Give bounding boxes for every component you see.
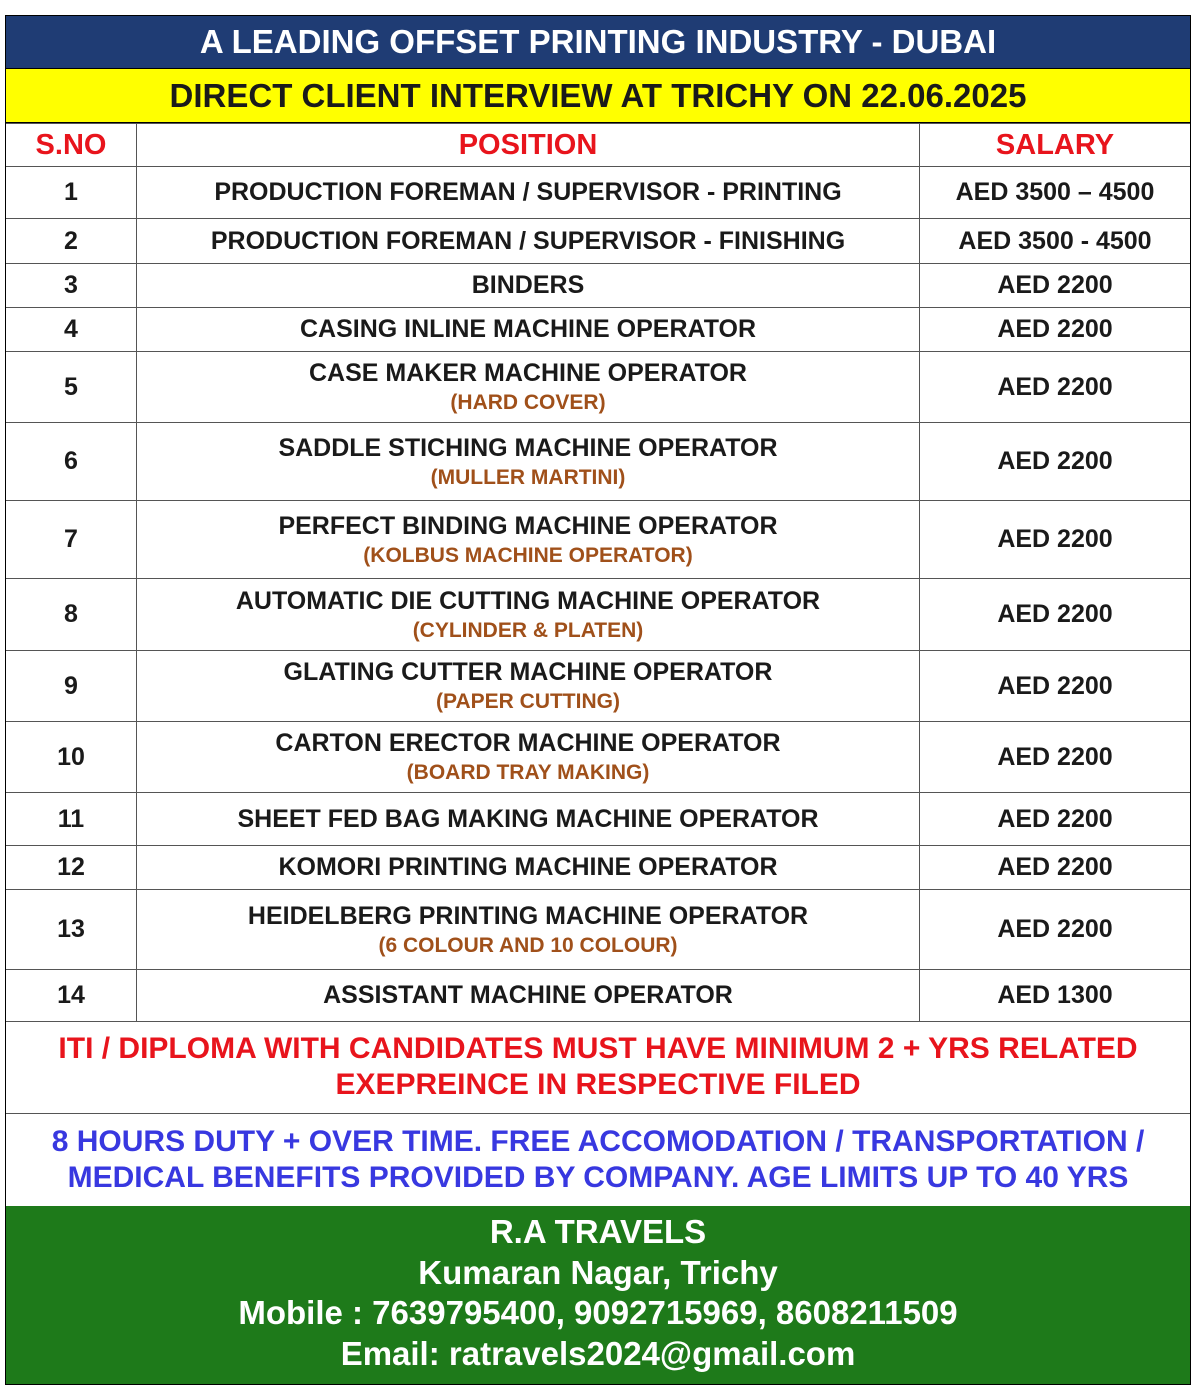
row-salary: AED 3500 - 4500 [920,219,1191,264]
row-position [137,219,920,264]
position-title: BINDERS [471,271,585,299]
row-salary: AED 2200 [920,308,1191,352]
table-row [6,423,1190,501]
row-salary: AED 2200 [920,890,1191,970]
row-salary: AED 2200 [920,651,1191,722]
column-header-position: POSITION [137,124,920,167]
position-detail: (MULLER MARTINI) [430,465,626,489]
table-row [6,846,1190,890]
row-salary: AED 2200 [920,846,1191,890]
position-detail: (CYLINDER & PLATEN) [412,618,644,642]
position-title: PERFECT BINDING MACHINE OPERATOR [278,511,778,540]
row-sno: 11 [6,793,137,846]
page-title: A LEADING OFFSET PRINTING INDUSTRY - DUBAI [199,23,997,60]
position-detail: (HARD COVER) [450,391,606,414]
row-salary: AED 2200 [920,722,1191,793]
job-poster [5,15,1191,1385]
table-row [6,651,1190,722]
table-row [6,970,1190,1022]
row-position [137,890,920,970]
row-salary: AED 2200 [920,579,1191,651]
benefits-line: 8 HOURS DUTY + OVER TIME. FREE ACCOMODATION / TRANSPORTATION / [51,1125,1145,1158]
row-sno: 4 [6,308,137,352]
column-header-salary: SALARY [920,124,1191,167]
table-row [6,308,1190,352]
table-row [6,722,1190,793]
row-position [137,579,920,651]
row-sno: 5 [6,352,137,423]
column-header-sno: S.NO [6,124,137,167]
row-sno: 2 [6,219,137,264]
row-position [137,352,920,423]
row-position [137,651,920,722]
benefits-note [6,1114,1190,1206]
row-salary: AED 1300 [920,970,1191,1022]
email-address: Email: ratravels2024@gmail.com [340,1334,856,1372]
position-title: CASING INLINE MACHINE OPERATOR [299,315,757,343]
contact-block [6,1206,1190,1384]
position-title: KOMORI PRINTING MACHINE OPERATOR [278,853,778,881]
company-address: Kumaran Nagar, Trichy [418,1253,778,1291]
table-row [6,501,1190,579]
row-position [137,167,920,219]
position-title: GLATING CUTTER MACHINE OPERATOR [283,658,773,686]
row-position [137,970,920,1022]
row-salary: AED 2200 [920,501,1191,579]
requirement-line: ITI / DIPLOMA WITH CANDIDATES MUST HAVE MINIMUM 2 + YRS RELATED [58,1032,1138,1065]
positions-table [6,123,1190,1022]
row-salary: AED 2200 [920,264,1191,308]
row-sno: 12 [6,846,137,890]
table-row [6,579,1190,651]
row-sno: 8 [6,579,137,651]
table-row [6,167,1190,219]
row-sno: 7 [6,501,137,579]
position-title: PRODUCTION FOREMAN / SUPERVISOR - PRINTING [214,178,842,206]
position-detail: (PAPER CUTTING) [436,690,620,713]
row-position [137,793,920,846]
table-row [6,890,1190,970]
table-row [6,352,1190,423]
row-position [137,308,920,352]
title-banner [6,16,1190,69]
table-header-row [6,124,1190,167]
row-position [137,423,920,501]
benefits-line: MEDICAL BENEFITS PROVIDED BY COMPANY. AGE LIMITS UP TO 40 YRS [67,1161,1129,1194]
position-detail: (6 COLOUR AND 10 COLOUR) [378,933,678,957]
row-salary: AED 2200 [920,793,1191,846]
row-position [137,846,920,890]
interview-banner [6,69,1190,123]
table-row [6,219,1190,264]
position-title: HEIDELBERG PRINTING MACHINE OPERATOR [247,901,809,930]
company-name: R.A TRAVELS [489,1213,707,1250]
position-detail: (KOLBUS MACHINE OPERATOR) [363,543,693,567]
position-title: ASSISTANT MACHINE OPERATOR [323,981,733,1009]
row-position [137,264,920,308]
row-sno: 3 [6,264,137,308]
position-title: AUTOMATIC DIE CUTTING MACHINE OPERATOR [235,586,821,615]
row-sno: 6 [6,423,137,501]
row-position [137,722,920,793]
row-position [137,501,920,579]
row-sno: 9 [6,651,137,722]
row-sno: 1 [6,167,137,219]
table-body [6,167,1190,1022]
interview-date-text: DIRECT CLIENT INTERVIEW AT TRICHY ON 22.06.2025 [169,76,1027,114]
position-title: SADDLE STICHING MACHINE OPERATOR [278,433,778,462]
position-detail: (BOARD TRAY MAKING) [406,761,650,784]
table-row [6,264,1190,308]
mobile-numbers: Mobile : 7639795400, 9092715969, 8608211509 [238,1294,958,1331]
position-title: CARTON ERECTOR MACHINE OPERATOR [275,729,781,757]
row-salary: AED 2200 [920,352,1191,423]
position-title: PRODUCTION FOREMAN / SUPERVISOR - FINISHING [210,226,846,255]
requirement-note [6,1022,1190,1114]
row-salary: AED 3500 – 4500 [920,167,1191,219]
row-sno: 13 [6,890,137,970]
table-row [6,793,1190,846]
position-title: CASE MAKER MACHINE OPERATOR [309,359,747,387]
row-sno: 10 [6,722,137,793]
row-sno: 14 [6,970,137,1022]
requirement-line: EXEPREINCE IN RESPECTIVE FILED [335,1068,861,1101]
row-salary: AED 2200 [920,423,1191,501]
position-title: SHEET FED BAG MAKING MACHINE OPERATOR [237,804,819,833]
